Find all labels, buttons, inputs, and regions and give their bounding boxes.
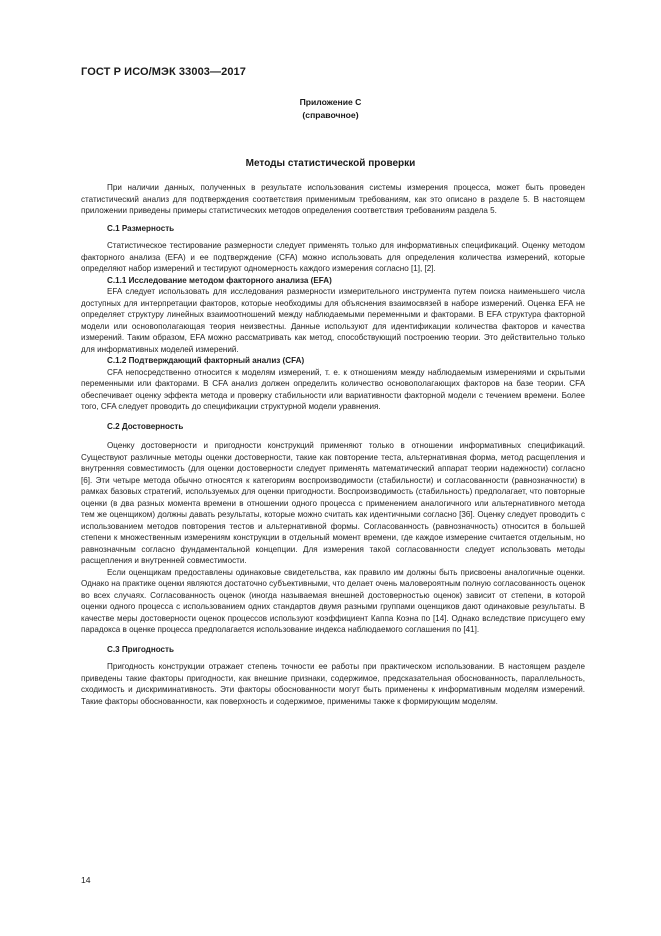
section-c3-paragraph: Пригодность конструкции отражает степень точности ее работы при практическом использовании. В настоящем разделе приведены такие факторы пригодности, как внешние признаки, содержимое, предсказательная обоснованность, параллельность, сходимость и дискриминативность. Эти факторы обоснованности могут быть применены к информативным моделям измерений. Такие факторы обоснованности, как поверхность и содержимое, применимы также к формирующим моделям.	[81, 662, 585, 706]
document-title: Методы статистической проверки	[245, 158, 416, 169]
section-c1-heading: С.1 Размерность	[107, 223, 175, 233]
section-c2-heading: С.2 Достоверность	[107, 421, 184, 431]
standard-code-header: ГОСТ Р ИСО/МЭК 33003—2017	[81, 66, 246, 78]
document-body	[81, 182, 585, 707]
section-c12-paragraph: CFA непосредственно относится к моделям измерений, т. е. к отношениям между наблюдаемым измерениями и скрытыми переменными или факторами. В CFA анализ должен определить количество основополагающих факторов на базе теории. CFA обеспечивает оценку эффекта метода и проверку стабильности или вариативности факторной модели с течением времени. Более того, CFA следует проводить до спецификации структурной модели уравнения.	[81, 367, 585, 411]
section-c12-heading: С.1.2 Подтверждающий факторный анализ (CFA)	[107, 356, 305, 365]
intro-paragraph: При наличии данных, полученных в результате использования системы измерения процесса, может быть проведен статистический анализ для подтверждения соответствия применимым требованиям, как это описано в разделе 5. В настоящем приложении приведены примеры статистических методов определения соответствия требованиям раздела 5.	[81, 183, 585, 215]
annex-title: Приложение С	[299, 97, 362, 107]
section-c3-heading: С.3 Пригодность	[107, 644, 174, 654]
page-number: 14	[81, 875, 91, 885]
section-c1-paragraph: Статистическое тестирование размерности следует применять только для информативных спецификаций. Оценку методом факторного анализа (EFA) и ее подтверждение (CFA) можно использовать для определения количества измерений, которые определяют набор измерений и тестируют одномерность каждого измерения согласно [1], [2].	[81, 241, 585, 273]
section-c2-paragraph-1: Оценку достоверности и пригодности конструкций применяют только в отношении информативных спецификаций. Существуют различные методы оценки достоверности, такие как повторение теста, альтернативная форма, метод расщепления и внутренняя совместимость (для оценки достоверности следует применять математический аппарат теории надежности) согласно [6]. Эти четыре метода обычно относятся к категориям воспроизводимости (стабильности) и согласованности (равнозначности) в рамках базовых стратегий, используемых для оценки пригодности. Воспроизводимость (стабильность) предполагает, что повторные оценки (в два разных момента времени в отношении одного процесса с применением аналогичного или альтернативного метода тем же оценщиком) должны давать результаты, которые можно считать как идентичными согласно [36]. Оценку следует проводить с использованием методов повторения тестов и альтернативной формы. Согласованность (равнозначность) относится в большей степени к множественным измерениям конструкции в отдельный момент времени, где каждое измерение считается отдельным, но равнозначным согласно фундаментальной концепции. Для измерения такой согласованности следует использовать методы расщепления и внутренней совместимости.	[81, 441, 585, 565]
annex-heading	[0, 96, 661, 122]
section-c2-paragraph-2: Если оценщикам предоставлены одинаковые свидетельства, как правило им должны быть присвоены аналогичные оценки. Однако на практике оценки являются достаточно субъективными, что делает очень маловероятным полную согласованность оценок во всех случаях. Согласованность оценок (иногда называемая внешней достоверностью оценок) зависит от степени, в которой оценки одного процесса с использованием одних стандартов двумя разными группами оценщиков дают одинаковые результаты. В качестве меры достоверности оценок процессов используют коэффициент Каппа Коэна по [14]. Однако вследствие присущего ему парадокса в оценке процесса предполагается использование индекса наблюдаемого соглашения по [41].	[81, 567, 585, 634]
section-c11-heading: С.1.1 Исследование методом факторного анализа (EFA)	[107, 275, 332, 285]
section-c11-paragraph: EFA следует использовать для исследования размерности измерительного инструмента путем поиска наименьшего числа доступных для интерпретации факторов, которые необходимы для объяснения взаимосвязей в наборе измерений. Оценка EFA не определяет структуру линейных взаимоотношений между наблюдаемыми переменными и факторами. В EFA структура факторной модели или основополагающая теория неизвестны. Данные используют для идентификации количества факторов и качества измерений. Таким образом, EFA можно рассматривать как метод, способствующий построению теории. Это действительно только для информативных моделей измерений.	[81, 287, 585, 354]
annex-subtitle: (справочное)	[302, 110, 359, 120]
